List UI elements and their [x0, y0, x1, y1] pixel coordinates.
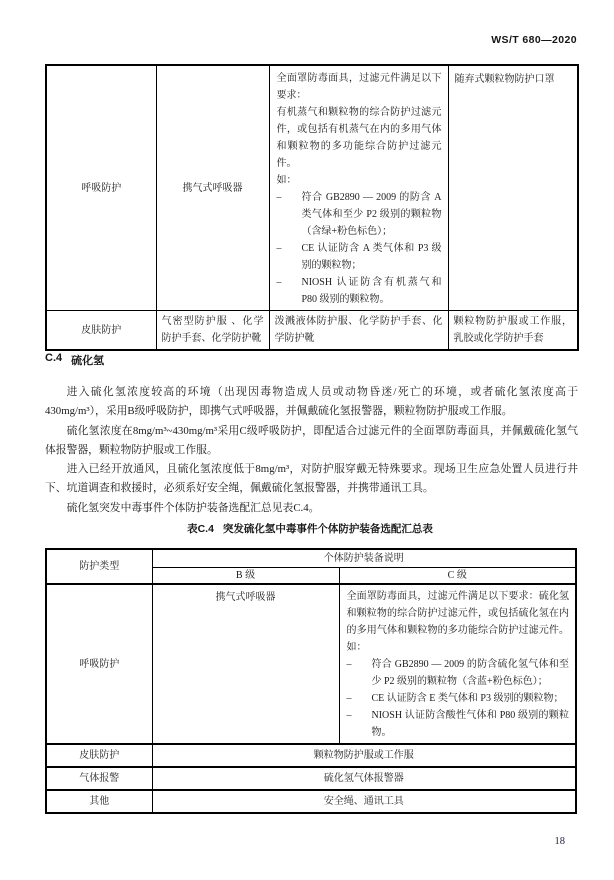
list-item — [277, 240, 442, 274]
table-row — [46, 790, 576, 813]
bullet-text: 符合 GB2890 — 2009 的防含 A 类气体和至少 P2 级别的颗粒物（含绿+粉色标色）； — [301, 192, 442, 237]
section-body — [45, 383, 578, 518]
table-header-row — [46, 549, 576, 568]
filter-requirement-leadin: 如： — [276, 175, 297, 186]
dash-marker: – — [276, 192, 282, 203]
bullet-text: CE 认证防含 E 类气体和 P3 级别的颗粒物； — [371, 693, 564, 704]
list-item — [347, 707, 570, 741]
list-item — [347, 656, 570, 690]
cell-other-label: 其他 — [46, 790, 152, 813]
standard-number: WS/T 680—2020 — [491, 34, 577, 46]
table-row — [46, 584, 576, 744]
table-row — [46, 65, 578, 311]
filter-requirement-body: 有机蒸气和颗粒物的综合防护过滤元件，或包括有机蒸气在内的多用气体和颗粒物的多功能综合防护过滤元件。 — [276, 107, 442, 169]
dash-marker: – — [346, 659, 352, 670]
header-protection-type: 防护类型 — [46, 549, 152, 584]
cell-skin-value: 颗粒物防护服或工作服 — [152, 744, 576, 767]
header-level-c: C 级 — [339, 568, 576, 585]
cell-skin-label: 皮肤防护 — [46, 744, 152, 767]
list-item — [277, 189, 442, 240]
bullet-text: CE 认证防含 A 类气体和 P3 级别的颗粒物； — [301, 243, 442, 271]
header-level-b: B 级 — [152, 568, 339, 585]
cell-skin-level-b: 气密型防护服 、化学防护手套、化学防护靴 — [156, 311, 269, 351]
cell-respiratory-level-d: 随弃式颗粒物防护口罩 — [448, 65, 578, 311]
dash-marker: – — [276, 277, 282, 288]
filter-requirement-text: 全面罩防毒面具，过滤元件满足以下要求：硫化氢和颗粒物的综合防护过滤元件，或包括硫化氢在内的多用气体和颗粒物的多功能综合防护过滤元件。如： — [346, 591, 569, 653]
section-title: 硫化氢 — [71, 355, 105, 367]
cell-skin-level-c: 泼溅液体防护服、化学防护手套、化学防护靴 — [269, 311, 448, 351]
paragraph: 进入已经开放通风，且硫化氢浓度低于8mg/m³，对防护服穿戴无特殊要求。现场卫生应急处置人员进行井下、坑道调查和救援时，必须系好安全绳，佩戴硫化氢报警器，并携带通讯工具。 — [45, 463, 578, 495]
cell-other-value: 安全绳、通讯工具 — [152, 790, 576, 813]
cell-respiratory-level-b: 携气式呼吸器 — [156, 65, 269, 311]
dash-marker: – — [276, 243, 282, 254]
cell-protection-type-skin: 皮肤防护 — [46, 311, 156, 351]
table-row — [46, 767, 576, 790]
table-c4-label: 表C.4 — [187, 523, 214, 535]
table-row — [46, 311, 578, 351]
cell-protection-type-respiratory: 呼吸防护 — [46, 65, 156, 311]
bullet-text: 符合 GB2890 — 2009 的防含硫化氢气体和至少 P2 级别的颗粒物（含蓝+粉色标色）； — [371, 659, 569, 687]
table-c4-title — [45, 521, 575, 536]
bullet-text: NIOSH 认证防含酸性气体和 P80 级别的颗粒物。 — [371, 710, 569, 738]
cell-skin-level-d: 颗粒物防护服或工作服，乳胶或化学防护手套 — [448, 311, 578, 351]
section-number: C.4 — [45, 352, 63, 364]
paragraph: 硫化氢突发中毒事件个体防护装备选配汇总见表C.4。 — [66, 501, 320, 514]
header-equipment-group: 个体防护装备说明 — [152, 549, 576, 568]
cell-respiratory-label: 呼吸防护 — [46, 584, 152, 744]
filter-requirement-intro: 全面罩防毒面具，过滤元件满足以下要求： — [276, 73, 442, 101]
paragraph: 硫化氢浓度在8mg/m³~430mg/m³采用C级呼吸防护，即配适合过滤元件的全面罩防毒面具，并佩戴硫化氢气体报警器，颗粒物防护服或工作服。 — [45, 424, 578, 456]
table-c4 — [45, 548, 577, 814]
bullet-text: NIOSH 认证防含有机蒸气和 P80 级别的颗粒物。 — [301, 277, 442, 305]
cell-respiratory-b: 携气式呼吸器 — [152, 584, 339, 744]
cell-gas-alarm-label: 气体报警 — [46, 767, 152, 790]
table-top-continued — [45, 64, 579, 351]
dash-marker: – — [346, 693, 352, 704]
cell-gas-alarm-value: 硫化氢气体报警器 — [152, 767, 576, 790]
cell-respiratory-level-c — [269, 65, 448, 311]
table-c4-caption: 突发硫化氢中毒事件个体防护装备选配汇总表 — [222, 523, 433, 535]
dash-marker: – — [346, 710, 352, 721]
cell-respiratory-c — [339, 584, 576, 744]
paragraph: 进入硫化氢浓度较高的环境（出现因毒物造成人员或动物昏迷/死亡的环境，或者硫化氢浓度高于430mg/m³），采用B级呼吸防护，即携气式呼吸器，并佩戴硫化氢报警器，颗粒物防护服或工作服。 — [45, 386, 578, 418]
list-item — [347, 690, 570, 707]
section-heading — [45, 352, 104, 368]
list-item — [277, 274, 442, 308]
page-number: 18 — [554, 836, 565, 847]
table-row — [46, 744, 576, 767]
